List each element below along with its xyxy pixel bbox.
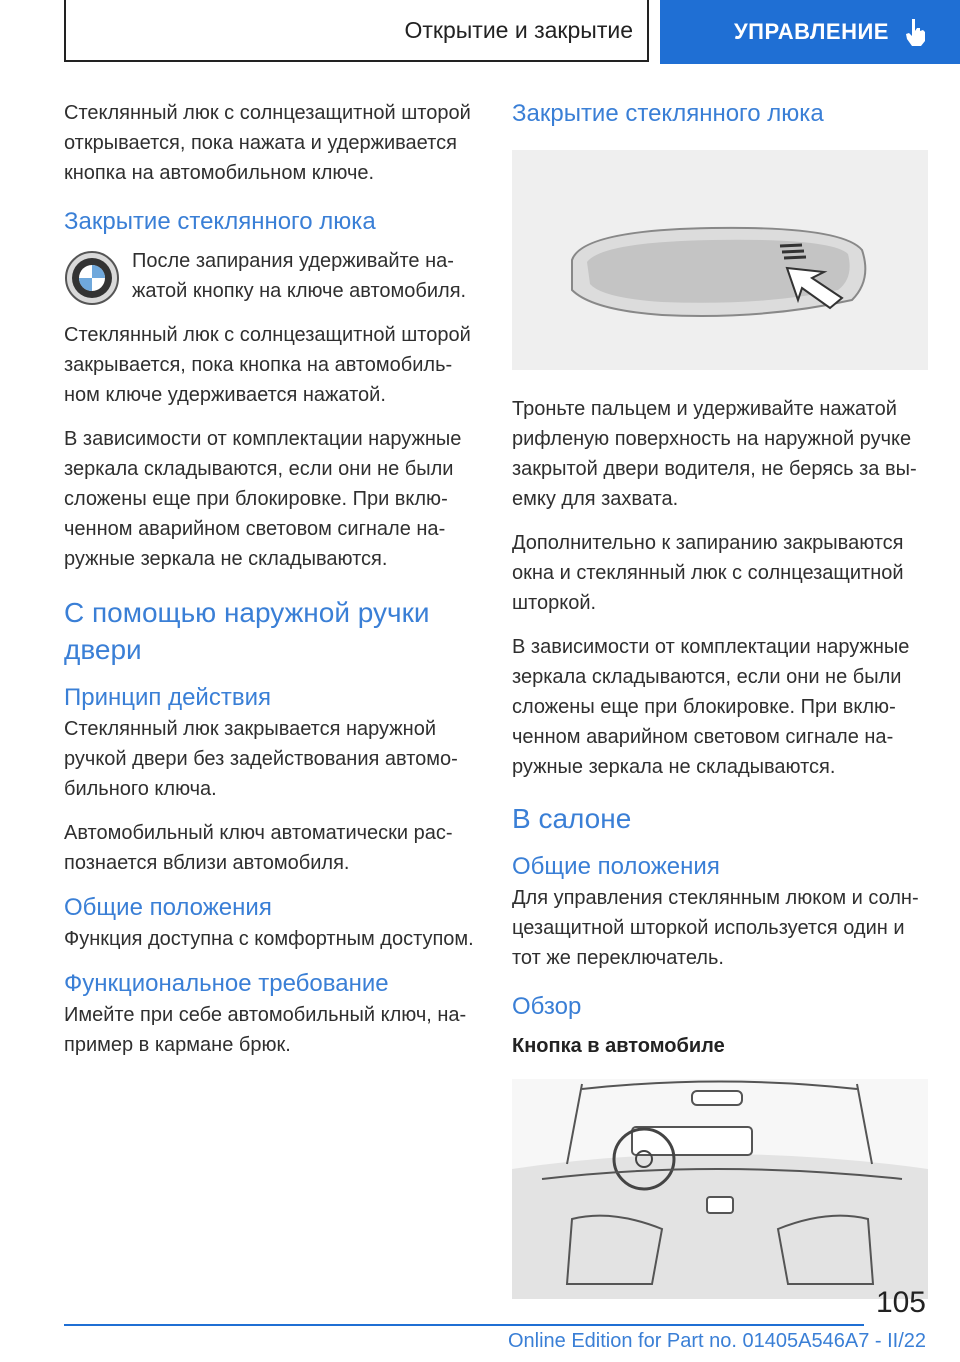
section-title: Открытие и закрытие (404, 16, 633, 43)
heading-close-sunroof: Закрытие стеклянного люка (64, 208, 376, 235)
mirrors-paragraph: В зависимости от комплектации наружные зеркала складываются, если они не были сложены еще при блокировке. При включенном аварийном световом сигнале наружные зеркала не складываются. (64, 428, 462, 570)
hand-pointer-icon (903, 17, 929, 47)
heading-overview: Обзор (512, 993, 582, 1020)
key-instruction-text: После запирания удерживайте нажатой кнопку на ключе автомобиля. (132, 250, 467, 302)
heading-general: Общие положения (64, 894, 272, 921)
left-column (64, 98, 477, 1074)
recognized-paragraph: Автомобильный ключ автоматически распознается вблизи автомобиля. (64, 822, 453, 874)
mirrors-paragraph-right: В зависимости от комплектации наружные зеркала складываются, если они не были сложены еще при блокировке. При включенном аварийном световом сигнале наружные зеркала не складываются. (512, 636, 910, 778)
heading-requirement: Функциональное требование (64, 970, 389, 997)
header-chapter-tab[interactable] (660, 0, 960, 64)
closes-paragraph: Стеклянный люк с солнцезащитной шторой закрывается, пока кнопка на автомобильном ключе удерживается нажатой. (64, 324, 471, 406)
car-interior-illustration (512, 1079, 928, 1299)
heading-principle: Принцип действия (64, 684, 271, 711)
touch-paragraph: Троньте пальцем и удерживайте нажатой рифленую поверхность на наружной ручке закрытой двери водителя, не берясь за выемку для захвата. (512, 398, 917, 510)
general-paragraph-right: Для управления стеклянным люком и солнцезащитной шторкой используется один и тот же переключатель. (512, 887, 919, 969)
key-instruction (64, 246, 477, 306)
right-column (512, 98, 925, 1299)
bmw-key-icon (64, 250, 120, 306)
chapter-title: УПРАВЛЕНИЕ (734, 19, 889, 44)
door-handle-figure (512, 150, 928, 370)
heading-general-right: Общие положения (512, 853, 720, 880)
principle-paragraph: Стеклянный люк закрывается наружной ручкой двери без задействования автомобильного ключа. (64, 718, 458, 800)
header-section-title (64, 0, 649, 62)
subheading-button: Кнопка в автомобиле (512, 1035, 725, 1057)
heading-interior: В салоне (512, 803, 632, 834)
general-paragraph: Функция доступна с комфортным доступом. (64, 928, 474, 950)
intro-paragraph: Стеклянный люк с солнцезащитной шторой открывается, пока нажата и удерживается кнопка на автомобильном ключе. (64, 102, 471, 184)
requirement-paragraph: Имейте при себе автомобильный ключ, например в кармане брюк. (64, 1004, 467, 1056)
heading-door-handle: С помощью наружной ручки двери (64, 597, 430, 665)
heading-close-sunroof-right: Закрытие стеклянного люка (512, 100, 824, 127)
door-handle-illustration (512, 150, 928, 370)
edition-note: Online Edition for Part no. 01405A546A7 - II/22 (507, 1330, 926, 1352)
page-number: 105 (875, 1286, 926, 1319)
interior-figure (512, 1079, 928, 1299)
additionally-paragraph: Дополнительно к запиранию закрываются окна и стеклянный люк с солнцезащитной шторкой. (512, 532, 904, 614)
footer-divider (64, 1324, 864, 1326)
